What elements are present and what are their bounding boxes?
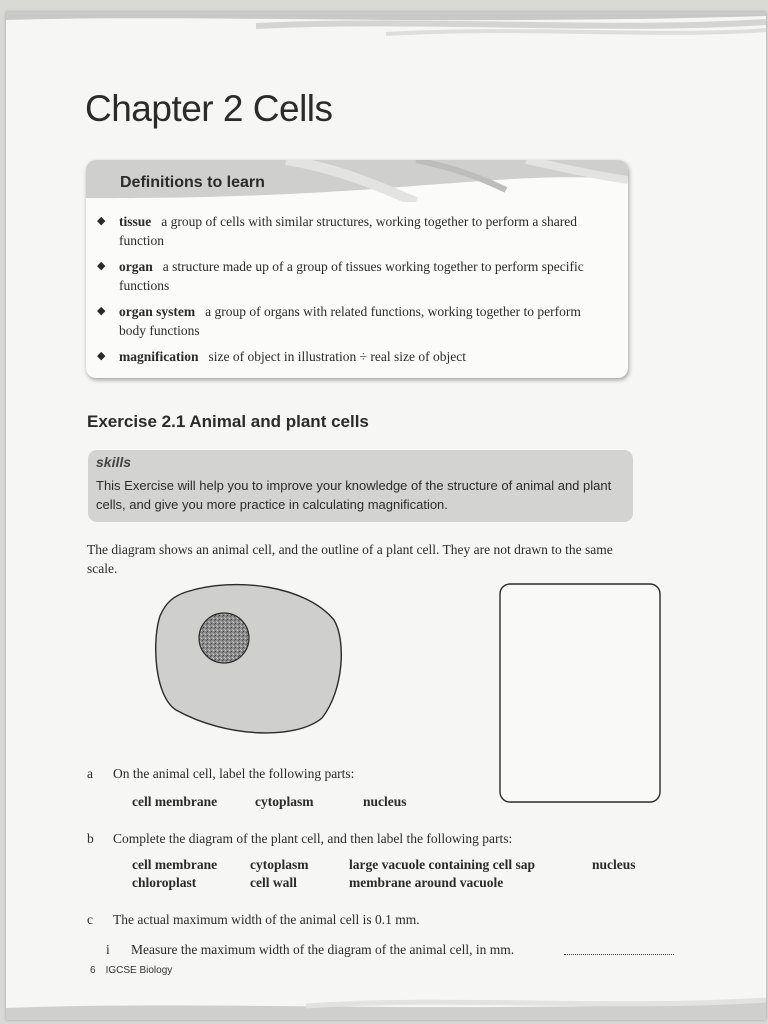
question-letter: c [87, 912, 93, 927]
header-swoosh-decoration [6, 12, 766, 52]
plant-cell-outline [500, 584, 660, 802]
page-number: 6 [90, 965, 96, 976]
definition-text: size of object in illustration ÷ real size of object [208, 349, 466, 364]
part-label: cell wall [250, 875, 297, 890]
textbook-page [6, 12, 766, 1020]
part-label: membrane around vacuole [349, 875, 504, 890]
part-label: cytoplasm [250, 857, 309, 872]
part-label: nucleus [363, 794, 407, 809]
definition-term: tissue [119, 214, 152, 229]
part-label: chloroplast [132, 875, 197, 890]
definition-item [86, 302, 628, 340]
part-label: large vacuole containing cell sap [349, 857, 535, 872]
question-letter: b [87, 831, 94, 846]
exercise-title: Exercise 2.1 Animal and plant cells [87, 412, 369, 431]
definitions-title: Definitions to learn [120, 174, 265, 191]
definition-text: a structure made up of a group of tissues working together to perform specific functions [119, 259, 584, 293]
diamond-bullet-icon: ◆ [97, 350, 106, 362]
animal-cell-nucleus [199, 613, 249, 663]
question-text: Complete the diagram of the plant cell, and then label the following parts: [113, 831, 513, 846]
question-letter: a [87, 766, 93, 781]
definition-item [86, 347, 628, 366]
page-footer [90, 965, 172, 976]
definition-term: organ system [119, 304, 196, 319]
chapter-title: Chapter 2 Cells [85, 88, 333, 129]
definition-text: a group of organs with related functions, working together to perform body functions [119, 304, 581, 338]
definition-text: a group of cells with similar structures, working together to perform a shared function [119, 214, 578, 248]
book-title: IGCSE Biology [105, 965, 173, 976]
animal-cell-outline [156, 585, 342, 733]
definitions-list [86, 212, 628, 373]
skills-box [88, 450, 633, 522]
answer-line[interactable] [564, 953, 674, 955]
diamond-bullet-icon: ◆ [97, 305, 106, 317]
question-numeral: i [106, 942, 110, 957]
definition-term: magnification [119, 349, 199, 364]
exercise-intro: The diagram shows an animal cell, and the outline of a plant cell. They are not drawn to the same scale. [87, 542, 613, 576]
definition-item [86, 257, 628, 295]
diamond-bullet-icon: ◆ [97, 215, 106, 227]
question-text: The actual maximum width of the animal cell is 0.1 mm. [113, 912, 420, 927]
skills-text: This Exercise will help you to improve your knowledge of the structure of animal and plant cells, and give you more practice in calculating magnification. [96, 478, 612, 512]
part-label: cell membrane [132, 794, 218, 809]
definitions-box [86, 160, 628, 378]
skills-label: skills [96, 454, 132, 470]
diamond-bullet-icon: ◆ [97, 260, 106, 272]
part-label: nucleus [592, 857, 636, 872]
footer-swoosh-decoration [6, 980, 766, 1020]
part-label: cytoplasm [255, 794, 314, 809]
definition-term: organ [119, 259, 153, 274]
definition-item [86, 212, 628, 250]
question-text: Measure the maximum width of the diagram of the animal cell, in mm. [131, 942, 515, 957]
question-text: On the animal cell, label the following parts: [113, 766, 355, 781]
part-label: cell membrane [132, 857, 218, 872]
